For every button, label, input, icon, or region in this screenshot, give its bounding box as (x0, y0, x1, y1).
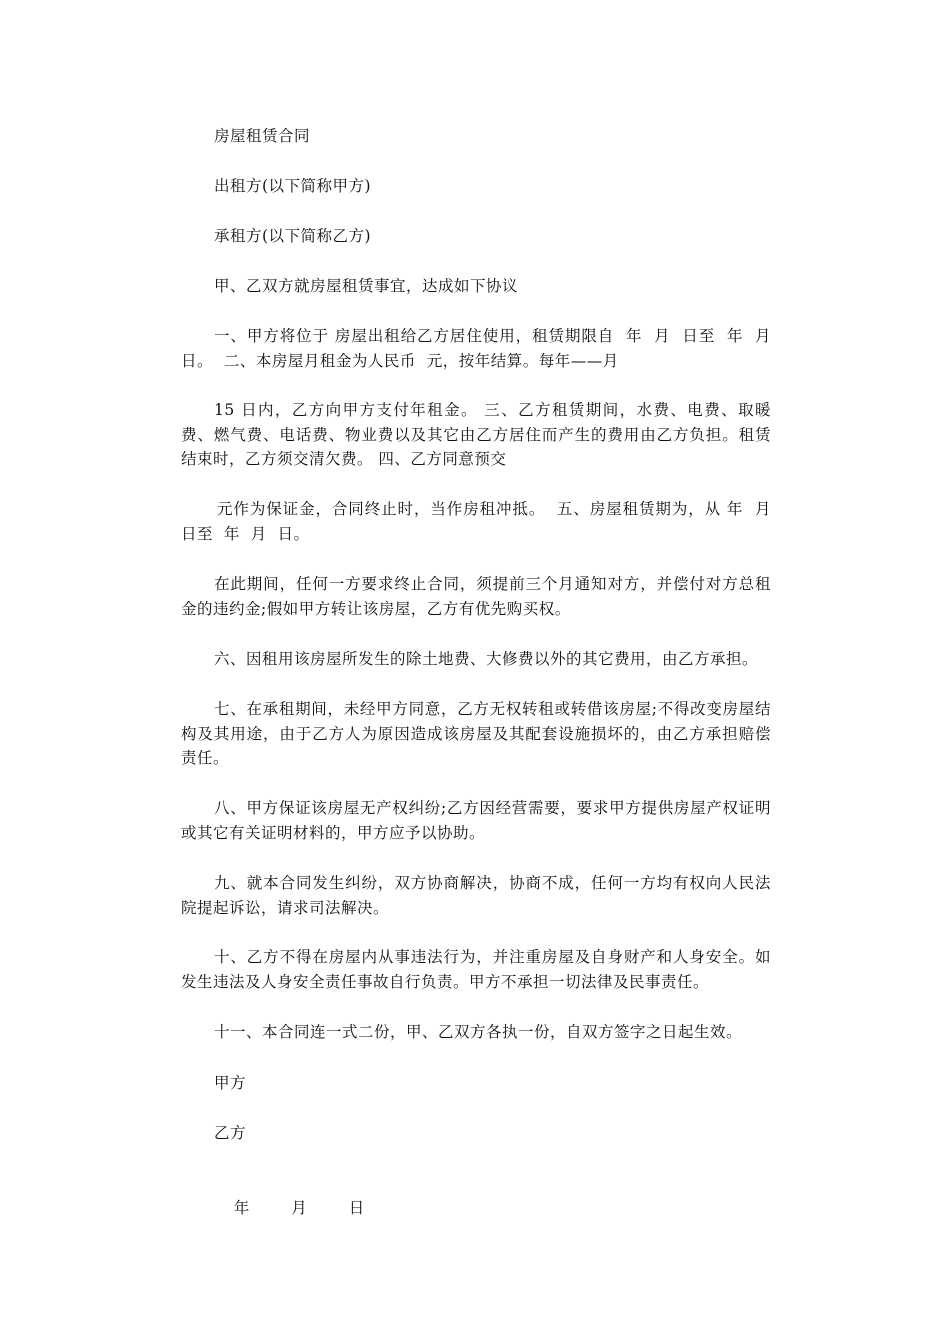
clause-6-paragraph: 六、因租用该房屋所发生的除土地费、大修费以外的其它费用，由乙方承担。 (214, 650, 759, 668)
signature-date (214, 1171, 364, 1245)
clause-11-paragraph: 十一、本合同连一式二份，甲、乙双方各执一份，自双方签字之日起生效。 (214, 1023, 743, 1041)
signature-party-b: 乙方 (214, 1124, 247, 1142)
lessor-line: 出租方(以下简称甲方) (214, 177, 372, 195)
clause-8-paragraph: 八、甲方保证该房屋无产权纠纷;乙方因经营需要，要求甲方提供房屋产权证明或其它有关证明材料的，甲方应予以协助。 (181, 799, 771, 842)
intro-paragraph: 甲、乙双方就房屋租赁事宜，达成如下协议 (214, 277, 519, 295)
clause-5-paragraph: 元作为保证金，合同终止时，当作房租冲抵。 五、房屋租赁期为，从 年 月 日至 年 月 日。 (181, 500, 782, 543)
clause-9-paragraph: 九、就本合同发生纠纷，双方协商解决，协商不成，任何一方均有权向人民法院提起诉讼，请求司法解决。 (181, 874, 771, 917)
term-breach-paragraph: 在此期间，任何一方要求终止合同，须提前三个月通知对方，并偿付对方总租金的违约金;假如甲方转让该房屋，乙方有优先购买权。 (181, 575, 771, 618)
document-title: 房屋租赁合同 (214, 127, 311, 145)
date-month: 月 (291, 1198, 307, 1217)
clause-7-paragraph: 七、在承租期间，未经甲方同意，乙方无权转租或转借该房屋;不得改变房屋结构及其用途，由于乙方人为原因造成该房屋及其配套设施损坏的，由乙方承担赔偿责任。 (181, 700, 771, 767)
date-year: 年 (233, 1198, 250, 1217)
clause-10-paragraph: 十、乙方不得在房屋内从事违法行为，并注重房屋及自身财产和人身安全。如发生违法及人身安全责任事故自行负责。甲方不承担一切法律及民事责任。 (181, 948, 771, 991)
signature-party-a: 甲方 (214, 1074, 247, 1092)
clause-3-4-paragraph: 15 日内，乙方向甲方支付年租金。 三、乙方租赁期间，水费、电费、取暖费、燃气费、电话费、物业费以及其它由乙方居住而产生的费用由乙方负担。租赁结束时，乙方须交清欠费。 四、乙方同意预交 (181, 401, 771, 468)
lessee-line: 承租方(以下简称乙方) (214, 227, 372, 245)
date-day: 日 (348, 1198, 365, 1217)
clause-1-2-paragraph: 一、甲方将位于 房屋出租给乙方居住使用，租赁期限自 年 月 日至 年 月 日。 二、本房屋月租金为人民币 元，按年结算。每年——月 (181, 327, 777, 370)
